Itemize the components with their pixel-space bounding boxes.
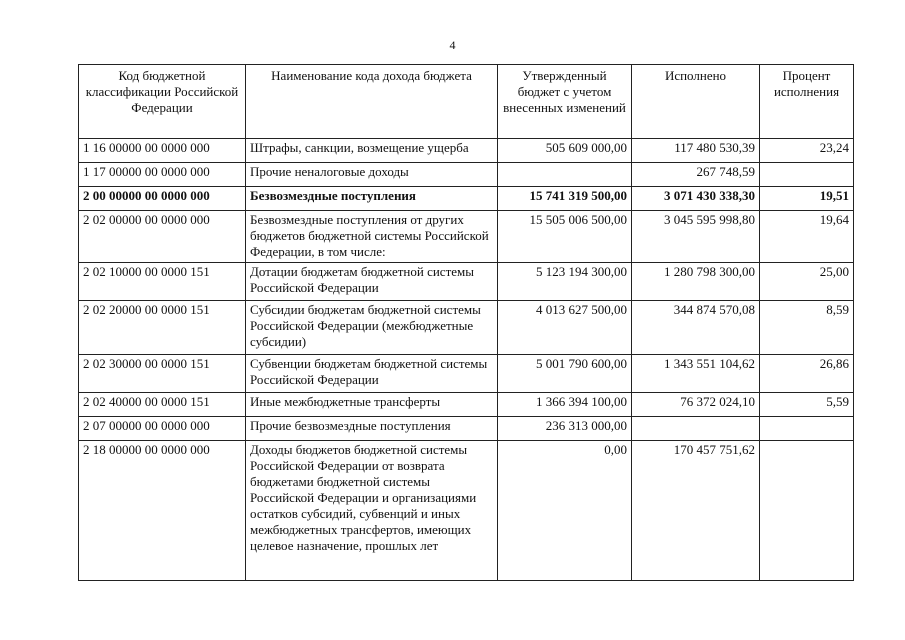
table-row [79,441,854,581]
row-percent [760,441,854,581]
header-row [79,65,854,139]
row-percent: 25,00 [760,263,854,301]
row-executed [632,417,760,441]
row-code: 2 07 00000 00 0000 000 [79,417,246,441]
row-executed: 344 874 570,08 [632,301,760,355]
row-percent: 23,24 [760,139,854,163]
row-approved: 1 366 394 100,00 [498,393,632,417]
table-row [79,417,854,441]
row-name: Иные межбюджетные трансферты [246,393,498,417]
header-name: Наименование кода дохода бюджета [246,65,498,139]
row-name: Безвозмездные поступления от других бюджетов бюджетной системы Российской Федерации, в том числе: [246,211,498,263]
header-approved: Утвержденный бюджет с учетом внесенных изменений [498,65,632,139]
row-executed: 3 071 430 338,30 [632,187,760,211]
table-row [79,355,854,393]
table-row [79,211,854,263]
row-approved: 15 741 319 500,00 [498,187,632,211]
row-code: 2 18 00000 00 0000 000 [79,441,246,581]
row-percent [760,417,854,441]
row-name: Безвозмездные поступления [246,187,498,211]
row-name: Субвенции бюджетам бюджетной системы Российской Федерации [246,355,498,393]
row-code: 2 02 30000 00 0000 151 [79,355,246,393]
row-percent: 5,59 [760,393,854,417]
row-executed: 1 280 798 300,00 [632,263,760,301]
row-approved: 0,00 [498,441,632,581]
table-row [79,393,854,417]
row-code: 2 02 00000 00 0000 000 [79,211,246,263]
row-name: Прочие безвозмездные поступления [246,417,498,441]
row-approved: 236 313 000,00 [498,417,632,441]
row-percent [760,163,854,187]
row-name: Дотации бюджетам бюджетной системы Российской Федерации [246,263,498,301]
row-name: Субсидии бюджетам бюджетной системы Российской Федерации (межбюджетные субсидии) [246,301,498,355]
header-code: Код бюджетной классификации Российской Федерации [79,65,246,139]
row-percent: 8,59 [760,301,854,355]
row-executed: 170 457 751,62 [632,441,760,581]
budget-table [78,64,854,581]
table-row [79,187,854,211]
row-approved: 5 123 194 300,00 [498,263,632,301]
row-approved: 15 505 006 500,00 [498,211,632,263]
row-percent: 19,51 [760,187,854,211]
table-row [79,263,854,301]
row-code: 2 02 40000 00 0000 151 [79,393,246,417]
header-executed: Исполнено [632,65,760,139]
row-approved: 4 013 627 500,00 [498,301,632,355]
row-code: 2 02 20000 00 0000 151 [79,301,246,355]
table-row [79,163,854,187]
row-code: 2 00 00000 00 0000 000 [79,187,246,211]
row-name: Штрафы, санкции, возмещение ущерба [246,139,498,163]
row-name: Прочие неналоговые доходы [246,163,498,187]
row-executed: 1 343 551 104,62 [632,355,760,393]
row-percent: 19,64 [760,211,854,263]
row-code: 2 02 10000 00 0000 151 [79,263,246,301]
row-executed: 267 748,59 [632,163,760,187]
page-number: 4 [449,38,456,52]
table-row [79,139,854,163]
row-approved: 505 609 000,00 [498,139,632,163]
table-row [79,301,854,355]
row-approved [498,163,632,187]
row-name: Доходы бюджетов бюджетной системы Российской Федерации от возврата бюджетами бюджетной системы Российской Федерации и организациями остатков субсидий, субвенций и иных межбюджетных трансфертов, имеющих целевое назначение, прошлых лет [246,441,498,581]
row-percent: 26,86 [760,355,854,393]
row-executed: 3 045 595 998,80 [632,211,760,263]
row-executed: 117 480 530,39 [632,139,760,163]
header-percent: Процент исполнения [760,65,854,139]
row-executed: 76 372 024,10 [632,393,760,417]
row-code: 1 17 00000 00 0000 000 [79,163,246,187]
row-code: 1 16 00000 00 0000 000 [79,139,246,163]
row-approved: 5 001 790 600,00 [498,355,632,393]
